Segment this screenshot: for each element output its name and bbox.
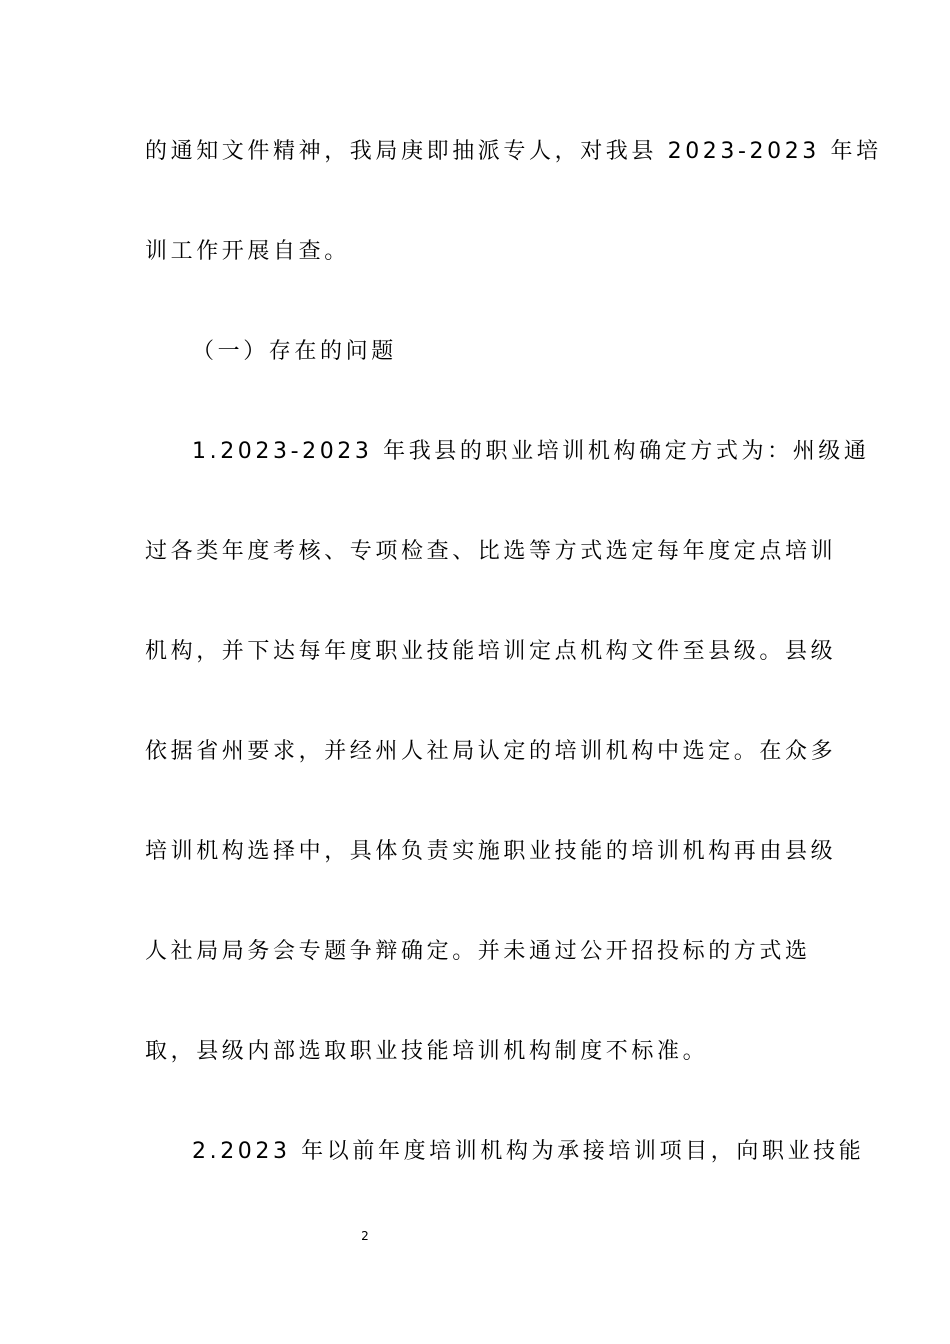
- section-heading: （一）存在的问题: [192, 339, 397, 364]
- text-line-4: 1.2023-2023 年我县的职业培训机构确定方式为：州级通: [192, 439, 870, 464]
- text-line-11: 2.2023 年以前年度培训机构为承接培训项目，向职业技能: [192, 1139, 865, 1164]
- text-line-1: 的通知文件精神，我局庚即抽派专人，对我县 2023-2023 年培: [145, 139, 882, 164]
- text-line-8: 培训机构选择中，具体负责实施职业技能的培训机构再由县级: [145, 839, 837, 864]
- text-line-7: 依据省州要求，并经州人社局认定的培训机构中选定。在众多: [145, 739, 837, 764]
- text-line-6: 机构，并下达每年度职业技能培训定点机构文件至县级。县级: [145, 639, 837, 664]
- text-line-2: 训工作开展自查。: [145, 239, 350, 264]
- text-line-9: 人社局局务会专题争辩确定。并未通过公开招投标的方式选: [145, 939, 811, 964]
- text-line-10: 取，县级内部选取职业技能培训机构制度不标准。: [145, 1039, 709, 1064]
- text-line-5: 过各类年度考核、专项检查、比选等方式选定每年度定点培训: [145, 539, 837, 564]
- page-number: 2: [361, 1229, 369, 1243]
